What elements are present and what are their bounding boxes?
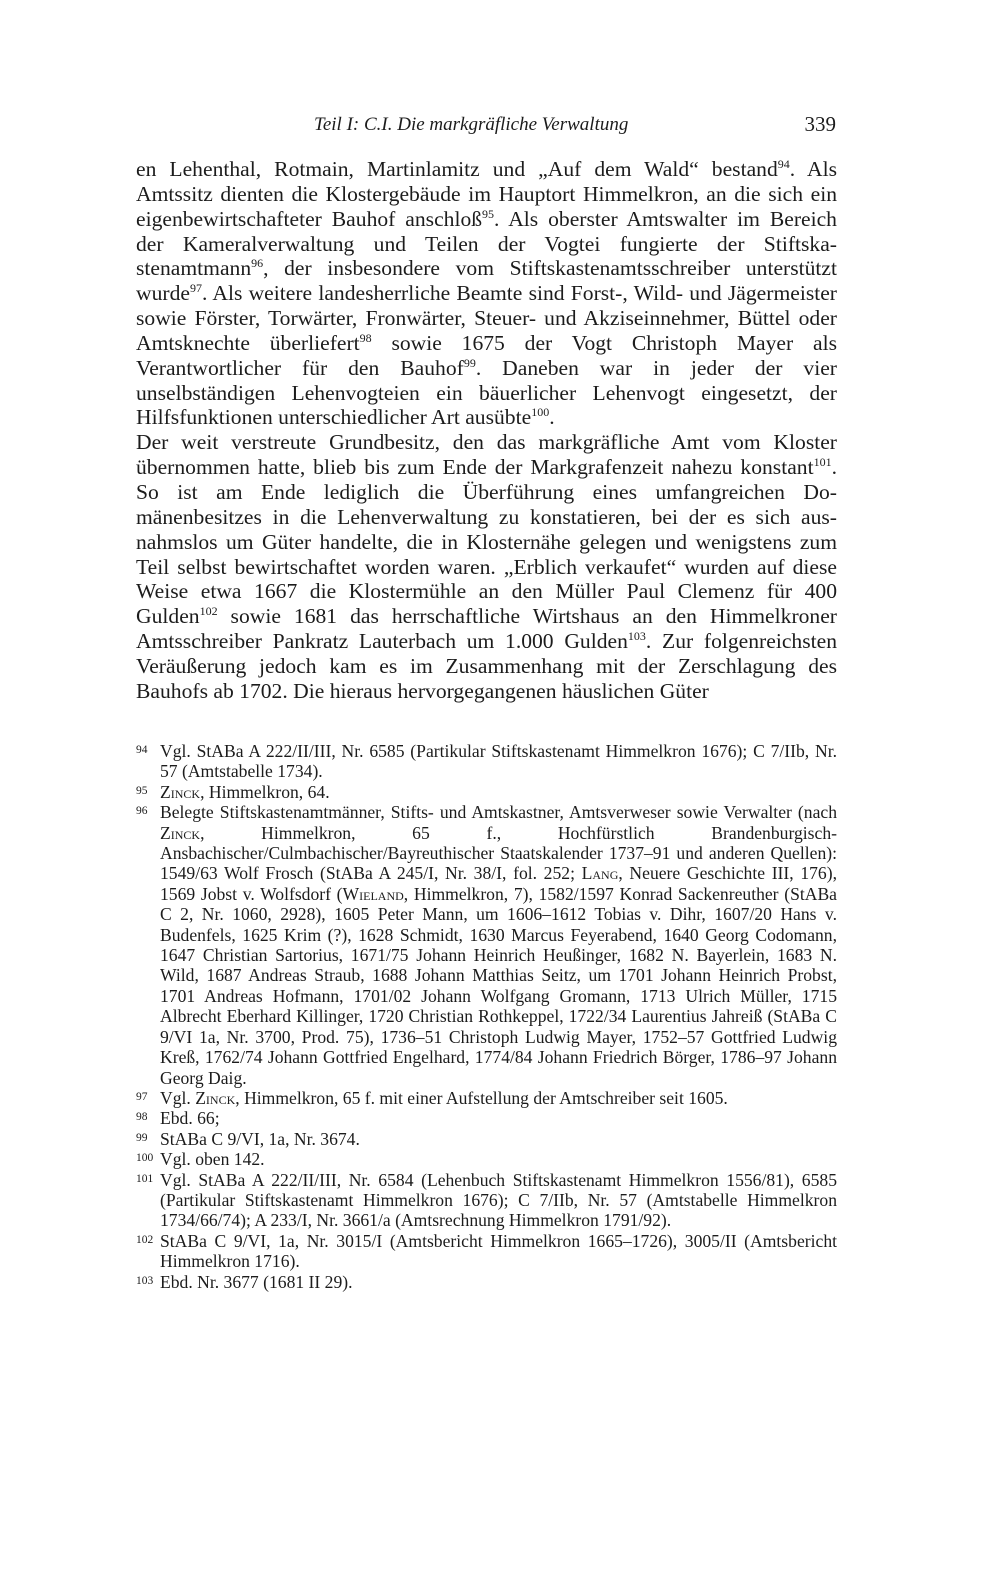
footnotes [136, 741, 837, 1292]
text-run: . Daneben war in jeder der vier unselbständigen Lehenvogteien ein bäuerlicher Lehenvogt eingesetzt, der Hilfsfunktionen unterschiedlicher Art ausübte [136, 355, 837, 430]
text-run: , der insbesondere vom Stiftskastenamtsschreiber unterstützt wurde [136, 256, 837, 306]
footnote-marker[interactable]: 102 [199, 604, 218, 619]
text-run: , Himmelkron, 64. [200, 781, 330, 802]
footnote-number: 95 [136, 784, 148, 797]
paragraph-2 [136, 430, 837, 703]
footnote-text [160, 1129, 837, 1149]
footnote-marker[interactable]: 95 [482, 206, 495, 221]
text-run: . So ist am Ende lediglich die Überführung eines umfangreichen Domänenbesitzes in die Lehenverwaltung zu konstatieren, bei der es sich ausnahmslos um Güter handelte, die in Klosternähe gelegen und wenigstens zum Teil selbst bewirtschaftet worden waren. „Erblich verkaufet“ wurden auf diese Weise etwa 1667 die Klostermühle an den Müller Paul Clemenz für 400 Gulden [136, 455, 837, 629]
footnote-marker[interactable]: 94 [777, 157, 790, 171]
text-run: . [549, 405, 555, 430]
footnote-number: 102 [136, 1233, 154, 1246]
main-text [136, 157, 837, 704]
footnote-number: 99 [136, 1131, 148, 1144]
footnote-number: 103 [136, 1274, 154, 1287]
text-run: . Zur folgenreichsten Veräußerung jedoch kam es im Zusammenhang mit der Zerschlagung des Bauhofs ab 1702. Die hieraus hervorgegangenen häuslichen Güter [136, 629, 837, 703]
text-run: , Neuere Geschichte III, 176), 1569 Jobst v. Wolfsdorf ( [160, 863, 837, 904]
text-run: StABa C 9/VI, 1a, Nr. 3015/I (Amtsbericht Himmelkron 1665–1726), 3005/II (Amtsbericht Himmelkron 1716). [160, 1230, 837, 1272]
text-run: Belegte Stiftskastenamtmänner, Stifts- und Amtskastner, Amtsverweser sowie Verwalter (nach [160, 802, 837, 823]
footnote-marker[interactable]: 99 [463, 355, 476, 370]
author-name: Lang [581, 863, 619, 884]
author-name: Zinck [160, 781, 201, 802]
footnote-text [160, 1149, 837, 1169]
footnote-text [160, 1272, 837, 1292]
running-header [136, 112, 836, 142]
text-run: . Als weitere landesherrliche Beamte sind Forst-, Wild- und Jägermeister sowie Förster, Torwärter, Fronwärter, Steuer- und Akziseinnehmer, Büttel oder Amtsknechte überliefert [136, 281, 837, 355]
footnote-marker[interactable]: 100 [531, 405, 550, 420]
text-run: sowie 1681 das herrschaftliche Wirtshaus an den Himmelkroner Amtsschreiber Pankratz Lauterbach um 1.000 Gulden [136, 604, 837, 654]
text-run: , Himmelkron, 65 f., Hochfürstlich Brandenburgisch-Ansbachischer/Culmbachischer/Bayreuthischer Staatskalender 1737–91 und anderen Quellen): 1549/63 Wolf Frosch (StABa A 245/I, Nr. 38/I, fol. 252; [160, 822, 837, 884]
footnote-text [160, 741, 837, 782]
text-run: Vgl. StABa A 222/II/III, Nr. 6585 (Partikular Stiftskastenamt Himmelkron 1676); C 7/IIb, Nr. 57 (Amtstabelle 1734). [160, 741, 837, 782]
text-run: Vgl. oben 142. [160, 1149, 265, 1170]
text-run: . Als Amtssitz dienten die Klostergebäude im Hauptort Himmelkron, an die sich ein eigenbewirtschafteter Bauhof anschloß [136, 157, 837, 231]
footnote-number: 101 [136, 1172, 154, 1185]
footnote-marker[interactable]: 101 [813, 455, 832, 470]
footnote [136, 802, 837, 1088]
footnote-number: 97 [136, 1090, 148, 1103]
text-run: Ebd. 66; [160, 1108, 220, 1129]
footnote-number: 100 [136, 1152, 154, 1165]
page-number: 339 [804, 112, 836, 136]
footnote [136, 1149, 837, 1169]
text-run: Vgl. [160, 1087, 196, 1108]
text-run: , Himmelkron, 65 f. mit einer Aufstellung der Amtschreiber seit 1605. [235, 1087, 728, 1108]
author-name: Zinck [160, 822, 201, 843]
text-run: Vgl. StABa A 222/II/III, Nr. 6584 (Lehenbuch Stiftskastenamt Himmelkron 1556/81), 6585 (Partikular Stiftskastenamt Himmelkron 1676); C 7/IIb, Nr. 57 (Amtstabelle Himmelkron 1734/66/74); A 233/I, Nr. 3661/a (Amtsrechnung Himmelkron 1791/92). [160, 1169, 837, 1231]
footnote-marker[interactable]: 97 [189, 281, 202, 296]
author-name: Wieland [342, 883, 404, 904]
text-run: StABa C 9/VI, 1a, Nr. 3674. [160, 1128, 360, 1149]
footnote [136, 1231, 837, 1272]
footnote [136, 741, 837, 782]
footnote [136, 782, 837, 802]
footnote [136, 1108, 837, 1128]
footnote-text [160, 1108, 837, 1128]
author-name: Zinck [195, 1087, 236, 1108]
footnote [136, 1088, 837, 1108]
footnote-text [160, 782, 837, 802]
paragraph-1 [136, 157, 837, 430]
footnote-marker[interactable]: 103 [627, 629, 646, 644]
text-run: en Lehenthal, Rotmain, Martinlamitz und „Auf dem Wald“ bestand [136, 157, 778, 181]
footnote-marker[interactable]: 98 [359, 330, 372, 345]
footnote-text [160, 1088, 837, 1108]
text-run: Ebd. Nr. 3677 (1681 II 29). [160, 1271, 353, 1292]
footnote-text [160, 1170, 837, 1231]
footnote [136, 1170, 837, 1231]
footnote-number: 96 [136, 805, 148, 818]
footnote-text [160, 1231, 837, 1272]
footnote-text [160, 802, 837, 1088]
footnote [136, 1129, 837, 1149]
footnote-marker[interactable]: 96 [251, 256, 264, 271]
running-title: Teil I: C.I. Die markgräfliche Verwaltung [314, 114, 629, 135]
text-run: Der weit verstreute Grundbesitz, den das markgräfliche Amt vom Kloster übernommen hatte, blieb bis zum Ende der Markgrafenzeit nahezu konstant [136, 430, 837, 480]
text-run: . Als oberster Amtswalter im Bereich der Kameralverwaltung und Teilen der Vogtei fungierte der Stiftskastenamtmann [136, 206, 837, 281]
footnote [136, 1272, 837, 1292]
footnote-number: 94 [136, 744, 148, 756]
text-run: sowie 1675 der Vogt Christoph Mayer als Verantwortlicher für den Bauhof [136, 330, 837, 380]
text-run: , Himmelkron, 7), 1582/1597 Konrad Sackenreuther (StABa C 2, Nr. 1060, 2928), 1605 Peter Mann, um 1606–1612 Tobias v. Dihr, 1607/20 Hans v. Budenfels, 1625 Krim (?), 1628 Schmidt, 1630 Marcus Feyerabend, 1640 Georg Codomann, 1647 Christian Sartorius, 1671/75 Johann Heinrich Heußinger, 1682 N. Bayerlein, 1683 N. Wild, 1687 Andreas Straub, 1688 Johann Matthias Seitz, um 1701 Johann Heinrich Probst, 1701 Andreas Hofmann, 1701/02 Johann Wolfgang Gromann, 1713 Ulrich Müller, 1715 Albrecht Eberhard Killinger, 1720 Christian Rothkeppel, 1722/34 Laurentius Jahreiß (StABa C 9/VI 1a, Nr. 3700, Prod. 75), 1736–51 Christoph Ludwig Mayer, 1752–57 Gottfried Ludwig Kreß, 1762/74 Johann Gottfried Engelhard, 1774/84 Johann Friedrich Börger, 1786–97 Johann Georg Daig. [160, 883, 837, 1088]
footnote-number: 98 [136, 1111, 148, 1124]
